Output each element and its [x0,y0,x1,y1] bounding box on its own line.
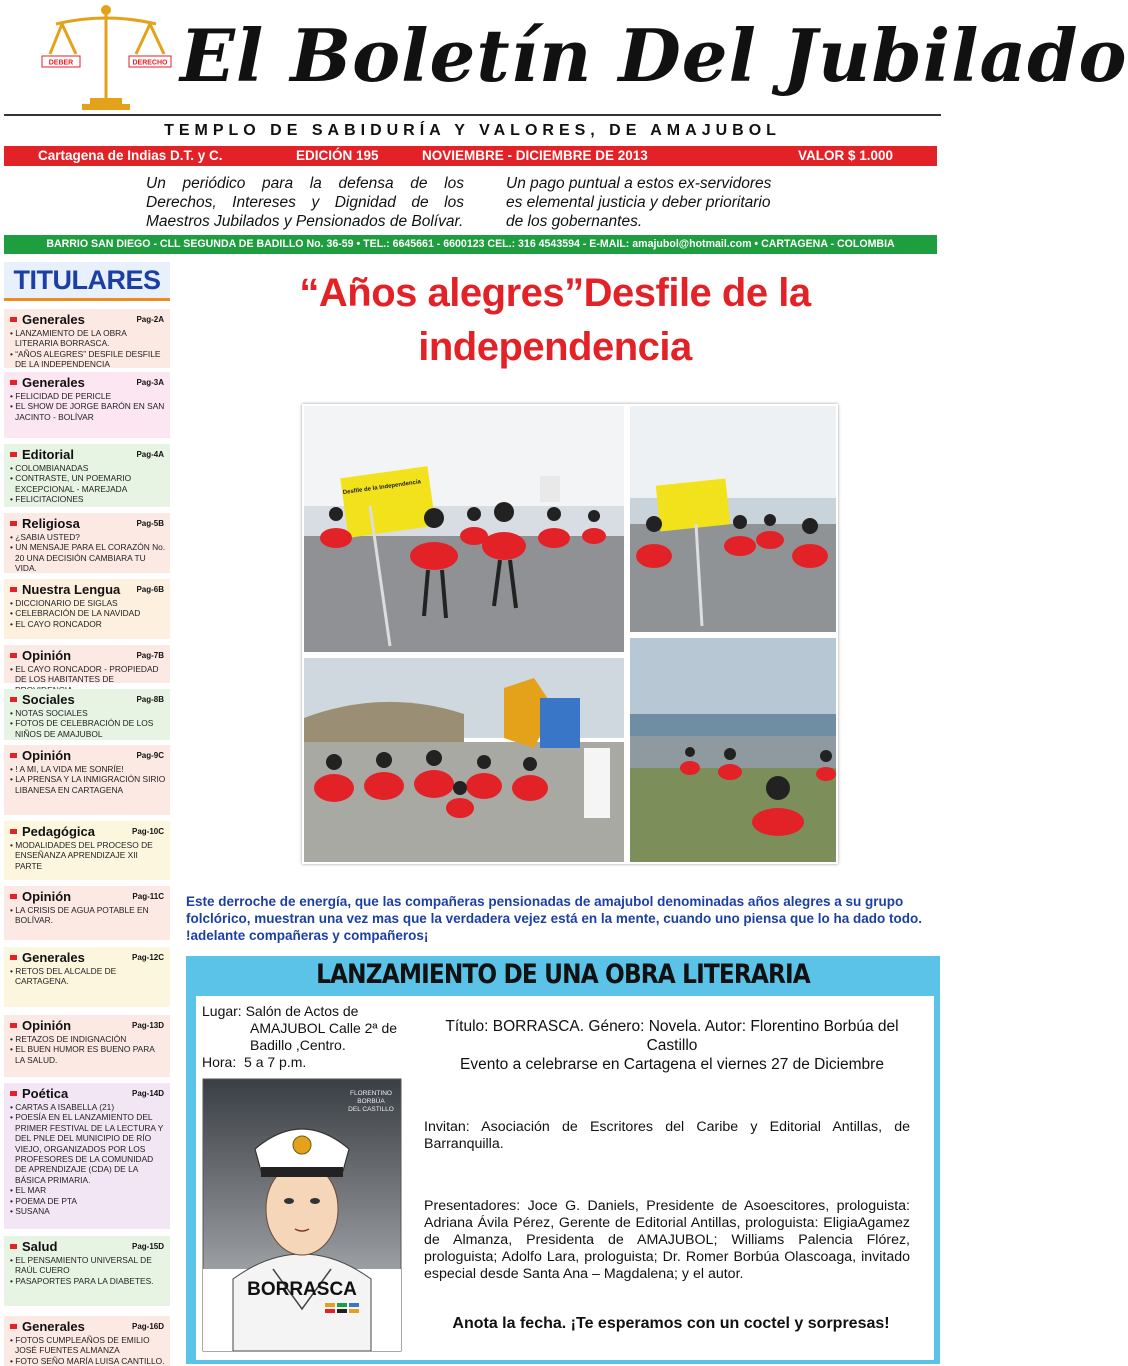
sidebar-headline-item[interactable]: • EL CAYO RONCADOR [8,619,166,629]
section-bullet-icon [10,1023,17,1028]
logo-label-deber: DEBER [48,59,74,67]
sidebar-section-name: Opinión [22,1018,72,1033]
sidebar-section-header [8,692,166,707]
sidebar-section-page: Pag-6B [136,585,164,594]
section-bullet-icon [10,1244,17,1249]
sidebar-section-header [8,1239,166,1254]
edition-city: Cartagena de Indias D.T. y C. [38,148,223,163]
sidebar-header-underline [4,298,170,301]
event-invitation: Anota la fecha. ¡Te esperamos con un coctel y sorpresas! [452,1315,890,1332]
sidebar-section-page: Pag-7B [136,651,164,660]
section-bullet-icon [10,452,17,457]
sidebar-headline-item[interactable]: • EL CAYO RONCADOR - PROPIEDAD DE LOS HABITANTES DE [8,664,166,695]
sidebar-headline-item[interactable]: • EL PENSAMIENTO UNIVERSAL DE RAÚL CUERO [8,1255,166,1276]
sidebar-headline-item[interactable]: • ¿SABIA USTED? [8,532,166,542]
headline-line-1: “Años alegres”Desfile de la [299,271,811,315]
sidebar-headline-item[interactable]: • CELEBRACIÓN DE LA NAVIDAD [8,608,166,618]
sidebar-headline-item[interactable]: • POESÍA EN EL LANZAMIENTO DEL PRIMER FESTIVAL DE LA LECTURA Y DEL PNLE DEL MUNICIPIO DE RÍO VIEJO, ORGANIZADOS POR LOS PROFESORES DE LA COMUNIDAD DE APRENDIZAJE (CDA) DE LA BÁSICA PRIMARIA. [8,1112,166,1185]
sidebar-section[interactable] [4,1316,170,1366]
sidebar-section-header [8,1086,166,1101]
sidebar-headline-item[interactable]: • FOTOS DE CELEBRACIÓN DE LOS NIÑOS DE AMAJUBOL [8,718,166,739]
sidebar-headline-item[interactable]: • MODALIDADES DEL PROCESO DE ENSEÑANZA APRENDIZAJE XII PARTE [8,840,166,871]
sidebar-headline-item[interactable]: • LA CRISIS DE AGUA POTABLE EN BOLÍVAR. [8,905,166,926]
main-headline [250,266,860,374]
edition-info-bar [4,146,937,166]
sidebar-section[interactable] [4,1236,170,1306]
section-bullet-icon [10,753,17,758]
sidebar-section[interactable] [4,513,170,573]
book-cover [203,1079,401,1351]
event-date: Evento a celebrarse en Cartagena el viernes 27 de Diciembre [460,1056,884,1073]
headline-line-2: independencia [418,325,692,369]
masthead-title: El Boletín Del Jubilado [180,13,1128,98]
sidebar-section-page: Pag-5B [136,519,164,528]
sidebar-headline-item[interactable]: • CONTRASTE, UN POEMARIO EXCEPCIONAL - MAREJADA [8,473,166,494]
sidebar-section-header [8,748,166,763]
section-bullet-icon [10,1324,17,1329]
sidebar-headline-item[interactable]: • FOTOS CUMPLEAÑOS DE EMILIO JOSÉ FUENTES ALMANZA [8,1335,166,1356]
book-author-line-2: BORBÚA [357,1098,385,1105]
sidebar-headline-item[interactable]: • FOTO SEÑO MARÍA LUISA CANTILLO. [8,1356,166,1366]
sidebar-section-page: Pag-2A [136,315,164,324]
sidebar-section-items [8,840,166,871]
sidebar-headline-item[interactable]: • ! A MI, LA VIDA ME SONRÍE! [8,764,166,774]
book-author-line-3: DEL CASTILLO [348,1106,394,1113]
parade-photo-collage [302,404,838,864]
sidebar-section-page: Pag-16D [131,1322,164,1331]
section-bullet-icon [10,697,17,702]
sidebar-section-header [8,1018,166,1033]
sidebar-section-header [8,1319,166,1334]
sidebar-section-items [8,905,166,926]
book-cover-title: BORRASCA [247,1279,357,1300]
book-author-line-1: FLORENTINO [350,1090,392,1097]
book-details [424,1017,920,1074]
sidebar-section-items [8,1335,166,1366]
sidebar-section-header [8,889,166,904]
sidebar-headline-item[interactable]: • UN MENSAJE PARA EL CORAZÓN No. 20 UNA DECISIÓN CAMBIARA TU VIDA. [8,542,166,573]
sidebar-section-header [8,824,166,839]
section-bullet-icon [10,380,17,385]
lugar-label: Lugar: [202,1003,242,1019]
section-bullet-icon [10,894,17,899]
sidebar-section-name: Opinión [22,889,72,904]
sidebar-section-name: Generales [22,1319,85,1334]
event-presenters: Presentadores: Joce G. Daniels, Presidente de Asoescitores, prologuista: Adriana Ávila Pérez, Gerente de Editorial Antillas, prologuista: EligiaAgamez de Almanza, Presidenta de AMAJUBOL; Williams Palencia Flórez, prologuista; Adolfo Lara, prologuista; Dr. Romer Borbúa Olascoaga, invitado especial desde Santa Ana – Magdalena; y el autor. [424,1198,910,1282]
sidebar-section[interactable] [4,947,170,1007]
masthead-logo [36,2,176,112]
sidebar-section-page: Pag-11C [132,892,164,901]
sidebar-section-items [8,598,166,629]
sidebar-headline-item[interactable]: • SUSANA [8,1206,166,1216]
contact-address-bar: BARRIO SAN DIEGO - CLL SEGUNDA DE BADILLO No. 36-59 • TEL.: 6645661 - 6600123 CEL.: 316 4543594 - E-MAIL: amajubol@hotmail.com • CARTAGENA - COLOMBIA [4,235,937,254]
sidebar-section-page: Pag-12C [131,953,164,962]
edition-price: VALOR $ 1.000 [798,148,894,163]
sidebar-section-header [8,375,166,390]
section-bullet-icon [10,653,17,658]
sidebar-section-page: Pag-9C [136,751,164,760]
sidebar-section-name: Poética [22,1086,69,1101]
sidebar-headline-item[interactable]: • EL BUEN HUMOR ES BUENO PARA LA SALUD. [8,1044,166,1065]
sidebar-section-header [8,648,166,663]
sidebar-section-page: Pag-4A [136,450,164,459]
event-hosts: Invitan: Asociación de Escritores del Caribe y Editorial Antillas, de Barranquilla. [424,1119,910,1152]
sidebar-headline-item[interactable]: • LA PRENSA Y LA INMIGRACIÓN SIRIO LIBANESA EN CARTAGENA [8,774,166,795]
sidebar-section-items [8,532,166,574]
sidebar-headline-item[interactable]: • “AÑOS ALEGRES” DESFILE DESFILE DE LA INDEPENDENCIA [8,349,166,370]
sidebar-headline-item[interactable]: • RETAZOS DE INDIGNACIÓN [8,1034,166,1044]
event-location-time [202,1003,412,1071]
lugar-line-1: Salón de Actos de [245,1003,359,1019]
sidebar-section-name: Generales [22,312,85,327]
section-bullet-icon [10,317,17,322]
sidebar-headline-item[interactable]: • FELICIDAD DE PERICLE [8,391,166,401]
sidebar-section-name: Opinión [22,748,72,763]
sidebar-headline-item[interactable]: • CARTAS A ISABELLA (21) [8,1102,166,1112]
sidebar-section-page: Pag-15D [131,1242,164,1251]
lugar-line-2: AMAJUBOL Calle 2ª de Badillo ,Centro. [250,1020,398,1053]
sidebar-section-items [8,1102,166,1216]
section-bullet-icon [10,955,17,960]
logo-label-derecho: DERECHO [132,59,168,67]
sidebar-section-name: Sociales [22,692,75,707]
sidebar-section-header [8,950,166,965]
sidebar-header [4,262,170,298]
sidebar-section-items [8,391,166,422]
sidebar-section[interactable] [4,745,170,815]
sidebar-section-page: Pag-3A [136,378,164,387]
sidebar-headline-item[interactable]: • LANZAMIENTO DE LA OBRA LITERARIA BORRASCA. [8,328,166,349]
sidebar-section-items [8,764,166,795]
mission-statement: Un periódico para la defensa de los Derechos, Intereses y Dignidad de los Maestros Jubilados y Pensionados de Bolívar. [146,175,464,230]
mission-demand: Un pago puntual a estos ex-servidores es elemental justicia y deber prioritario de los gobernantes. [506,175,772,230]
parade-photo-2 [630,406,836,632]
sidebar-headline-item[interactable]: • EL MAR [8,1185,166,1195]
section-bullet-icon [10,587,17,592]
sidebar-section-items [8,708,166,739]
hora-label: Hora: [202,1054,237,1070]
sidebar-headline-item[interactable]: • COLOMBIANADAS [8,463,166,473]
sidebar-section-name: Generales [22,375,85,390]
sidebar-section-page: Pag-10C [131,827,164,836]
sidebar-section[interactable] [4,372,170,438]
sidebar-headline-item[interactable]: • EL SHOW DE JORGE BARÓN EN SAN JACINTO - BOLÍVAR [8,401,166,422]
book-title-genre-author: Título: BORRASCA. Género: Novela. Autor: Florentino Borbúa del Castillo [445,1018,899,1054]
edition-number: EDICIÓN 195 [296,148,379,163]
sidebar-headline-item[interactable]: • POEMA DE PTA [8,1196,166,1206]
book-launch-title: LANZAMIENTO DE UNA OBRA LITERARIA [316,959,810,990]
hora-value: 5 a 7 p.m. [244,1054,307,1070]
sidebar-section[interactable] [4,579,170,639]
sidebar-section[interactable] [4,1015,170,1077]
parade-photo-4 [630,638,836,862]
sidebar-section[interactable] [4,821,170,880]
sidebar-title: TITULARES [13,265,161,295]
sidebar-section-header [8,582,166,597]
masthead-slogan: TEMPLO DE SABIDURÍA Y VALORES, DE AMAJUBOL [164,122,781,139]
sidebar-headline-item[interactable]: • RETOS DEL ALCALDE DE CARTAGENA. [8,966,166,987]
photo-caption: Este derroche de energía, que las compañeras pensionadas de amajubol denominadas años alegres a su grupo folclórico, muestran una vez mas que la verdadera vejez está en la mente, cuando uno piensa que lo ha dado todo. !adelante compañeras y compañeros¡ [186,894,922,943]
sidebar-section-header [8,312,166,327]
sidebar-section-items [8,328,166,370]
sidebar-section-name: Opinión [22,648,72,663]
sidebar-section[interactable] [4,1083,170,1229]
sidebar-section-header [8,516,166,531]
sidebar-section-name: Nuestra Lengua [22,582,121,597]
sidebar-section[interactable] [4,444,170,507]
sidebar-section[interactable] [4,309,170,368]
sidebar-section-items [8,1255,166,1286]
sidebar-section-name: Pedagógica [22,824,95,839]
masthead-divider [4,114,941,116]
parade-banner-text: Desfile de la Independencia [342,479,422,497]
scales-of-justice-icon [36,2,176,112]
sidebar-section[interactable] [4,886,170,940]
sidebar-section-page: Pag-14D [131,1089,164,1098]
section-bullet-icon [10,1091,17,1096]
parade-photo-3 [304,658,624,862]
sidebar-headline-item[interactable]: • FELICITACIONES [8,494,166,504]
sidebar-section-items [8,966,166,987]
sidebar-section-page: Pag-13D [131,1021,164,1030]
sidebar-section-name: Religiosa [22,516,80,531]
section-bullet-icon [10,829,17,834]
sidebar-section-items [8,1034,166,1065]
sidebar-section[interactable] [4,645,170,683]
section-bullet-icon [10,521,17,526]
sidebar-section-name: Generales [22,950,85,965]
sidebar-section[interactable] [4,689,170,740]
edition-date: NOVIEMBRE - DICIEMBRE DE 2013 [422,148,648,163]
sidebar-section-name: Editorial [22,447,75,462]
sidebar-section-header [8,447,166,462]
parade-photo-1 [304,406,624,652]
sidebar-headline-item[interactable]: • DICCIONARIO DE SIGLAS [8,598,166,608]
sidebar-section-page: Pag-8B [136,695,164,704]
sidebar-headline-item[interactable]: • PASAPORTES PARA LA DIABETES. [8,1276,166,1286]
sidebar-section-name: Salud [22,1239,58,1254]
sidebar-headline-item[interactable]: • NOTAS SOCIALES [8,708,166,718]
sidebar-section-items [8,463,166,505]
